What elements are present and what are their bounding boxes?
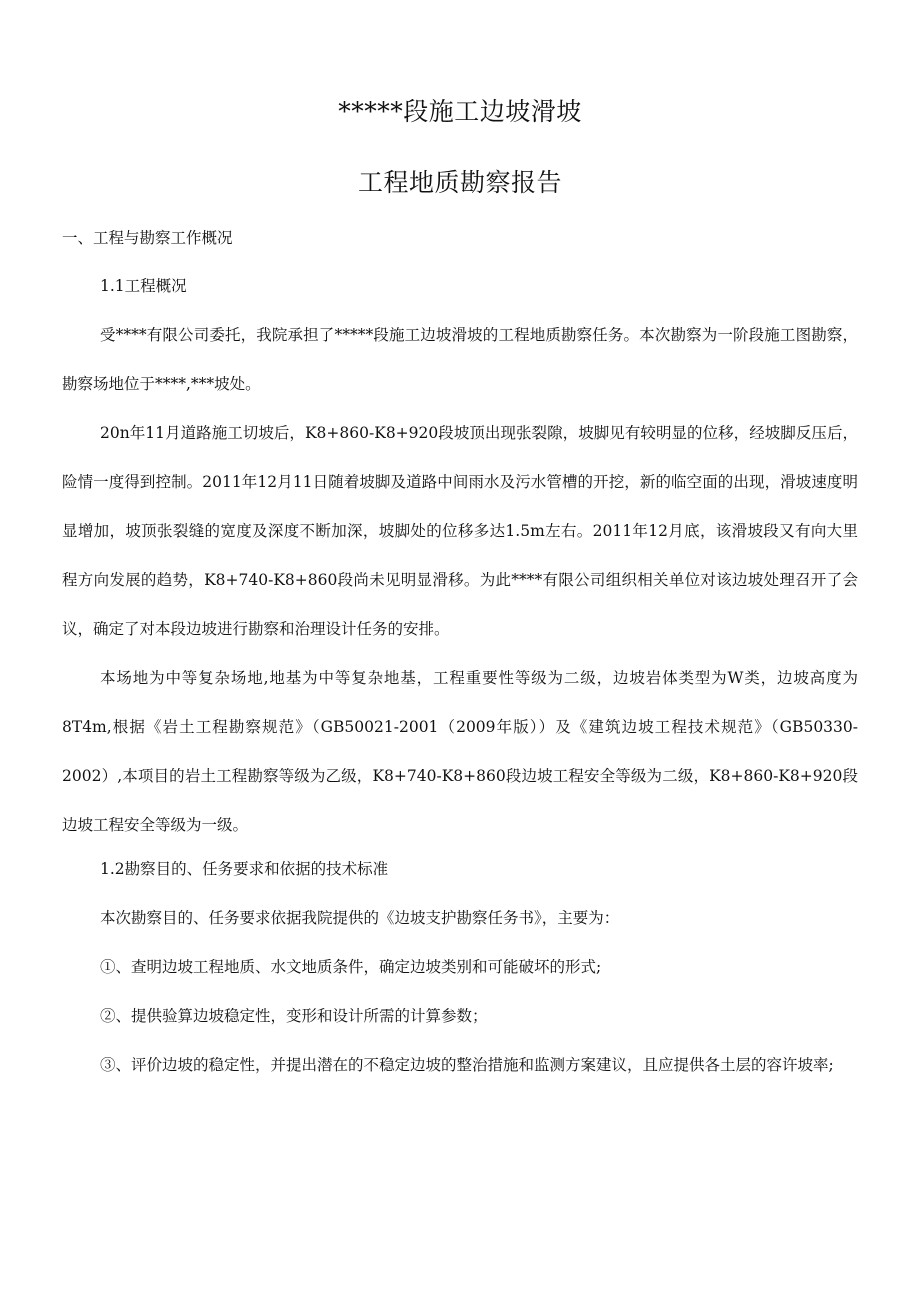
subsection-heading-1-2: 1.2勘察目的、任务要求和依据的技术标准 xyxy=(100,860,389,878)
paragraph-2: 20n年11月道路施工切坡后，K8+860-K8+920段坡顶出现张裂隙，坡脚见有较明显的位移，经坡脚反压后，险情一度得到控制。2011年12月11日随着坡脚及道路中间雨水及污水管槽的开挖，新的临空面的出现，滑坡速度明显增加，坡顶张裂缝的宽度及深度不断加深，坡脚处的位移多达1.5m左右。2011年12月底，该滑坡段又有向大里程方向发展的趋势，K8+740-K8+860段尚未见明显滑移。为此****有限公司组织相关单位对该边坡处理召开了会议，确定了对本段边坡进行勘察和治理设计任务的安排。 xyxy=(62,424,858,638)
list-item-3: ③、评价边坡的稳定性，并提出潜在的不稳定边坡的整治措施和监测方案建议，且应提供各土层的容许坡率; xyxy=(100,1056,834,1074)
list-item-1: ①、查明边坡工程地质、水文地质条件，确定边坡类别和可能破坏的形式; xyxy=(100,958,602,976)
paragraph-1: 受****有限公司委托，我院承担了*****段施工边坡滑坡的工程地质勘察任务。本次勘察为一阶段施工图勘察，勘察场地位于****,***坡处。 xyxy=(62,326,858,393)
document-title-line2: 工程地质勘察报告 xyxy=(357,168,562,197)
document-title-line1: *****段施工边坡滑坡 xyxy=(338,97,582,126)
paragraph-3: 本场地为中等复杂场地,地基为中等复杂地基，工程重要性等级为二级，边坡岩体类型为W类，边坡高度为8T4m,根据《岩土工程勘察规范》（GB50021-2001（2009年版））及《建筑边坡工程技术规范》（GB50330-2002）,本项目的岩土工程勘察等级为乙级，K8+740-K8+860段边坡工程安全等级为二级，K8+860-K8+920段边坡工程安全等级为一级。 xyxy=(62,669,858,834)
paragraph-4: 本次勘察目的、任务要求依据我院提供的《边坡支护勘察任务书》，主要为： xyxy=(100,909,620,927)
subsection-heading-1-1: 1.1工程概况 xyxy=(100,277,187,295)
list-item-2: ②、提供验算边坡稳定性，变形和设计所需的计算参数； xyxy=(100,1007,488,1025)
section-heading-1: 一、工程与勘察工作概况 xyxy=(62,229,233,247)
